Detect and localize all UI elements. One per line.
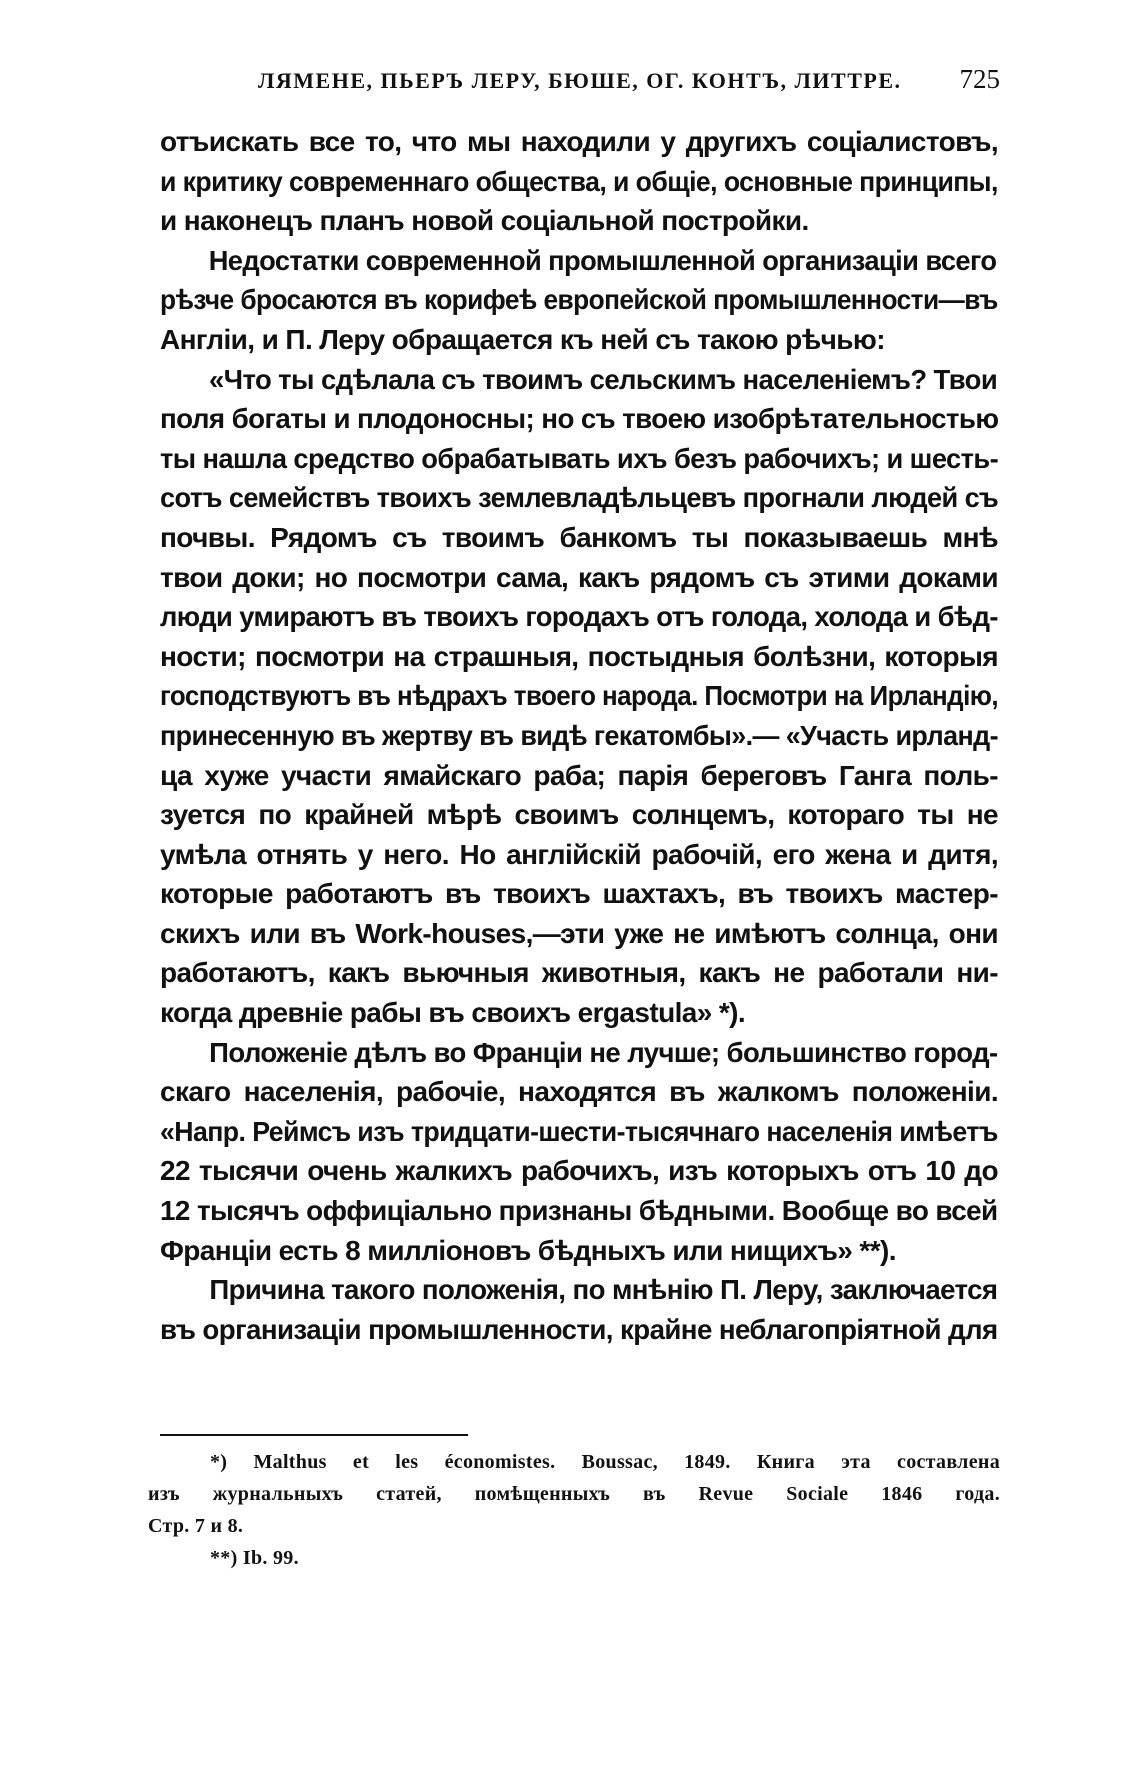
footnote-line: изъ журнальныхъ статей, помѣщенныхъ въ Revue Sociale 1846 года. — [148, 1483, 1000, 1505]
footnote-divider — [160, 1434, 468, 1436]
body-line: ности; посмотри на страшныя, постыдныя болѣзни, которыя — [160, 640, 998, 672]
body-line: принесенную въ жертву въ видѣ гекатомбы».— «Участь ирланд- — [160, 719, 998, 751]
footnote-line: **) Ib. 99. — [210, 1547, 299, 1569]
body-line: 22 тысячи очень жалкихъ рабочихъ, изъ которыхъ отъ 10 до — [160, 1155, 998, 1187]
body-line: зуется по крайней мѣрѣ своимъ солнцемъ, котораго ты не — [160, 799, 998, 831]
body-line: и наконецъ планъ новой соціальной постройки. — [160, 205, 809, 237]
body-line: въ организаціи промышленности, крайне неблагопріятной для — [160, 1313, 998, 1345]
body-line: Причина такого положенія, по мнѣнію П. Леру, заключается — [209, 1274, 998, 1306]
running-head: ЛЯМЕНЕ, ПЬЕРЪ ЛЕРУ, БЮШЕ, ОГ. КОНТЪ, ЛИТТРЕ. — [258, 68, 902, 93]
body-line: твои доки; но посмотри сама, какъ рядомъ съ этими доками — [160, 561, 998, 593]
body-line: Положеніе дѣлъ во Франціи не лучше; большинство город- — [209, 1036, 998, 1068]
body-line: сотъ семействъ твоихъ землевладѣльцевъ прогнали людей съ — [160, 482, 999, 514]
footnote-line: *) Malthus et les économistes. Boussac, 1849. Книга эта составлена — [210, 1451, 1000, 1473]
body-line: поля богаты и плодоносны; но съ твоею изобрѣтательностью — [160, 403, 999, 435]
body-line: отъискать все то, что мы находили у другихъ соціалистовъ, — [160, 126, 998, 157]
body-line: рѣзче бросаются въ корифеѣ европейской промышленности—въ — [160, 284, 998, 316]
body-line: господствуютъ въ нѣдрахъ твоего народа. Посмотри на Ирландію, — [160, 680, 999, 712]
body-line: которые работаютъ въ твоихъ шахтахъ, въ твоихъ мастер- — [160, 878, 998, 910]
body-line: ты нашла средство обрабатывать ихъ безъ рабочихъ; и шесть- — [160, 442, 999, 474]
body-line: «Что ты сдѣлала съ твоимъ сельскимъ населеніемъ? Твои — [209, 363, 998, 395]
body-line: когда древніе рабы въ своихъ ergastula» *). — [160, 997, 746, 1029]
body-line: «Напр. Реймсъ изъ тридцати-шести-тысячнаго населенія имѣетъ — [160, 1115, 998, 1147]
body-line: Франціи есть 8 милліоновъ бѣдныхъ или нищихъ» **). — [160, 1234, 896, 1266]
footnotes — [148, 1446, 1000, 1574]
page-number: 725 — [959, 64, 1000, 94]
body-line: Англіи, и П. Леру обращается къ ней съ такою рѣчью: — [160, 323, 885, 355]
body-line: 12 тысячъ оффиціально признаны бѣдными. Вообще во всей — [160, 1195, 998, 1227]
body-line: скихъ или въ Work-houses,—эти уже не имѣютъ солнца, они — [160, 917, 998, 949]
body-line: почвы. Рядомъ съ твоимъ банкомъ ты показываешь мнѣ — [160, 521, 998, 553]
body-line: скаго населенія, рабочіе, находятся въ жалкомъ положеніи. — [160, 1076, 998, 1108]
body-line: ца хуже участи ямайскаго раба; парія береговъ Ганга поль- — [160, 759, 998, 791]
body-text — [160, 122, 998, 1349]
body-line: Недостатки современной промышленной организаціи всего — [208, 244, 997, 276]
footnote-line: Стр. 7 и 8. — [148, 1515, 244, 1537]
body-line: работаютъ, какъ вьючныя животныя, какъ не работали ни- — [160, 957, 998, 989]
body-line: умѣла отнять у него. Но англійскій рабочій, его жена и дитя, — [160, 838, 998, 870]
body-line: люди умираютъ въ твоихъ городахъ отъ голода, холода и бѣд- — [160, 601, 998, 633]
page-header — [160, 62, 1000, 102]
body-line: и критику современнаго общества, и общіе, основные принципы, — [160, 165, 998, 197]
